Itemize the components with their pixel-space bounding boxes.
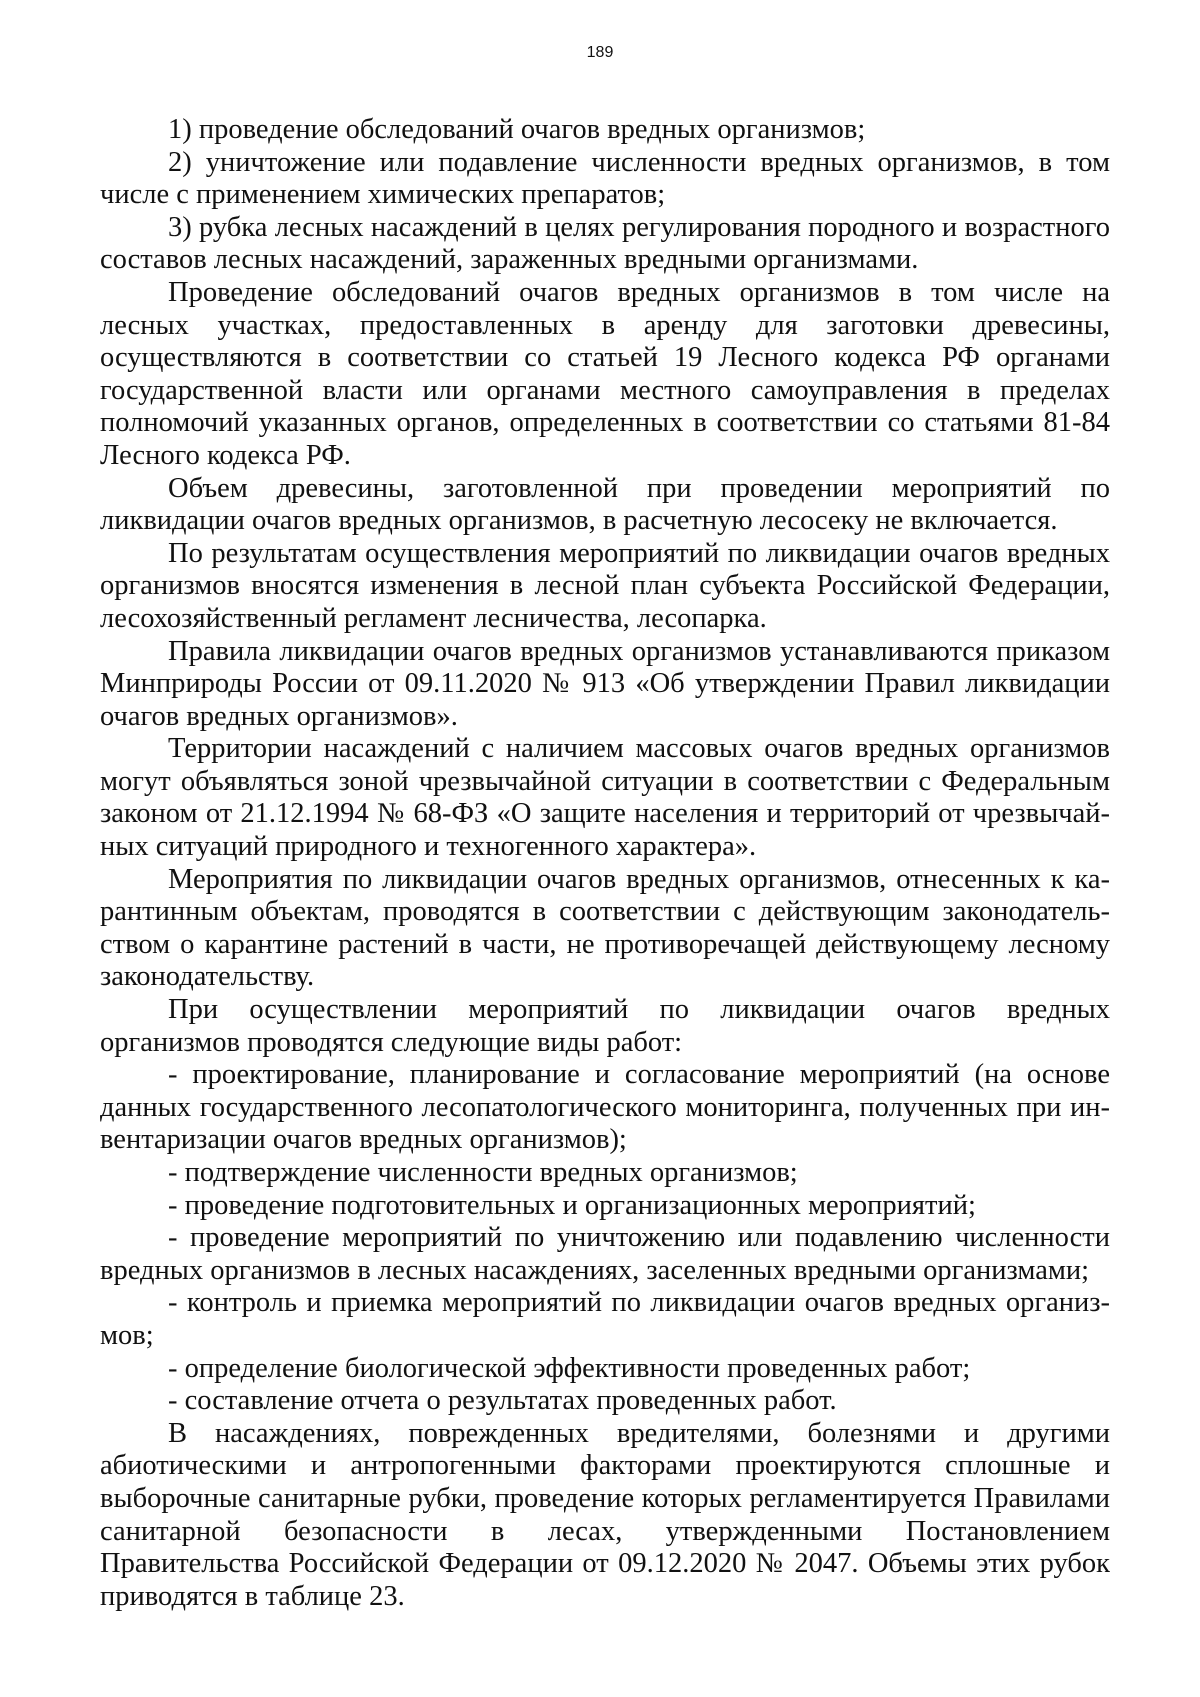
paragraph-work-types-intro: При осуществлении мероприятий по ликвидации очагов вредных организмов проводятся следующие виды работ: [100, 994, 1110, 1058]
paragraph-sanitary-felling: В насаждениях, поврежденных вредителями, болезнями и другими абиотическими и антропогенными факторами проектируются сплошные и выборочные санитарные рубки, проведение которых регламентируется Правилами санитарной безопасности в лесах, утвержденными Постановлением Правительства Российской Федерации от 09.12.2020 № 2047. Объемы этих рубок приводятся в таблице 23. [100, 1417, 1110, 1612]
document-body [100, 114, 1110, 1613]
page-number: 189 [586, 44, 614, 61]
list-item-felling: 3) рубка лесных насаждений в целях регулирования породного и возрастного составов лесных насаждений, зараженных вредными организмами. [100, 211, 1110, 276]
paragraph-forest-plan-changes: По результатам осуществления мероприятий по ликвидации очагов вредных организмов вносятся изменения в лесной план субъекта Российской Федерации, лесохозяйственный регламент лесничества, лесопарка. [100, 537, 1110, 634]
paragraph-rules-order: Правила ликвидации очагов вредных организмов устанавливаются приказом Минприроды России от 09.11.2020 № 913 «Об утверждении Правил ликвидации очагов вредных организмов». [100, 635, 1110, 732]
list-item-control: - контроль и приемка мероприятий по ликвидации очагов вредных организмов; [100, 1287, 1110, 1351]
list-item-confirmation: - подтверждение численности вредных организмов; [168, 1157, 798, 1188]
list-item-preparation: - проведение подготовительных и организационных мероприятий; [168, 1189, 976, 1221]
list-item-suppression: - проведение мероприятий по уничтожению или подавлению численности вредных организмов в лесных насаждениях, заселенных вредными организмами; [100, 1222, 1110, 1286]
paragraph-wood-volume: Объем древесины, заготовленной при проведении мероприятий по ликвидации очагов вредных организмов, в расчетную лесосеку не включается. [100, 472, 1110, 537]
paragraph-quarantine: Мероприятия по ликвидации очагов вредных организмов, отнесенных к карантинным объектам, проводятся в соответствии с действующим законодательством о карантине растений в части, не противоречащей действующему лесному законодательству. [100, 863, 1110, 993]
paragraph-surveys-authority: Проведение обследований очагов вредных организмов в том числе на лесных участках, предоставленных в аренду для заготовки древесины, осуществляются в соответствии со статьей 19 Лесного кодекса РФ органами государственной власти или органами местного самоуправления в пределах полномочий указанных органов, определенных в соответствии со статьями 81-84 Лесного кодекса РФ. [100, 276, 1110, 471]
list-item-report: - составление отчета о результатах проведенных работ. [168, 1385, 837, 1417]
list-item-planning: - проектирование, планирование и согласование мероприятий (на основе данных государственного лесопатологического мониторинга, полученных при инвентаризации очагов вредных организмов); [100, 1059, 1110, 1156]
list-item-surveys: 1) проведение обследований очагов вредных организмов; [168, 114, 866, 145]
list-item-efficiency: - определение биологической эффективности проведенных работ; [168, 1352, 971, 1384]
paragraph-emergency-zone: Территории насаждений с наличием массовых очагов вредных организмов могут объявляться зоной чрезвычайной ситуации в соответствии с Федеральным законом от 21.12.1994 № 68-ФЗ «О защите населения и территорий от чрезвычайных ситуаций природного и техногенного характера». [100, 733, 1110, 863]
list-item-destruction: 2) уничтожение или подавление численности вредных организмов, в том числе с применением химических препаратов; [100, 146, 1110, 211]
